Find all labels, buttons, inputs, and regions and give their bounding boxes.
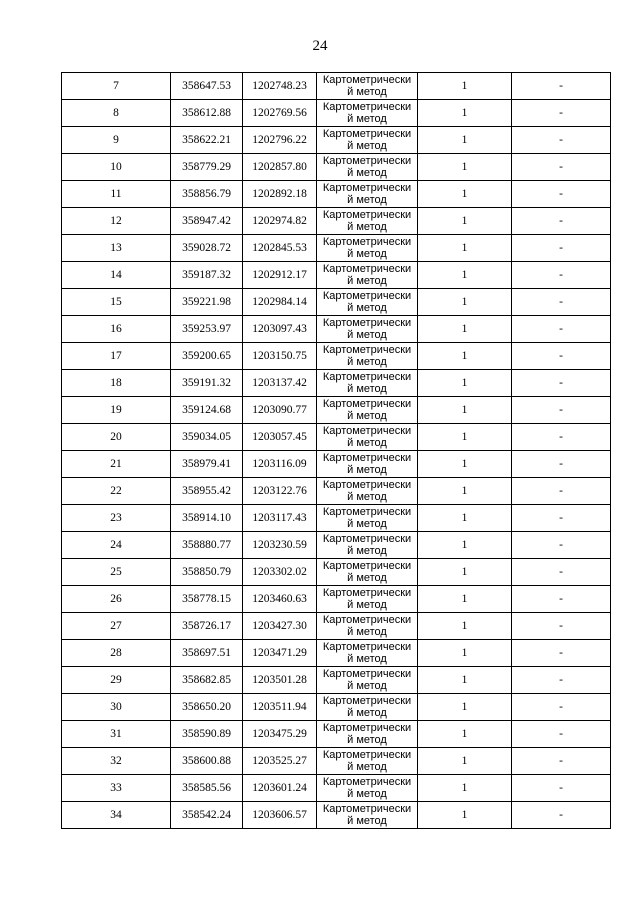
accuracy-cell: 1 <box>418 505 512 532</box>
x-coordinate-cell: 359253.97 <box>171 316 243 343</box>
method-cell <box>317 802 418 829</box>
method-line-2: й метод <box>347 518 387 530</box>
method-cell <box>317 694 418 721</box>
note-cell: - <box>512 154 611 181</box>
point-number-cell: 9 <box>62 127 171 154</box>
method-line-2: й метод <box>347 653 387 665</box>
method-line-1: Картометрически <box>322 614 412 626</box>
x-coordinate-cell: 358856.79 <box>171 181 243 208</box>
x-coordinate-cell: 359221.98 <box>171 289 243 316</box>
note-cell: - <box>512 802 611 829</box>
note-cell: - <box>512 397 611 424</box>
table-row <box>62 640 611 667</box>
x-coordinate-cell: 358726.17 <box>171 613 243 640</box>
method-line-2: й метод <box>347 248 387 260</box>
point-number-cell: 31 <box>62 721 171 748</box>
table-row <box>62 532 611 559</box>
method-line-1: Картометрически <box>322 317 412 329</box>
note-cell: - <box>512 100 611 127</box>
x-coordinate-cell: 358778.15 <box>171 586 243 613</box>
method-line-1: Картометрически <box>322 74 412 86</box>
point-number-cell: 8 <box>62 100 171 127</box>
method-line-1: Картометрически <box>322 506 412 518</box>
method-line-2: й метод <box>347 707 387 719</box>
table-row <box>62 613 611 640</box>
method-cell <box>317 208 418 235</box>
point-number-cell: 25 <box>62 559 171 586</box>
table-row <box>62 343 611 370</box>
method-line-2: й метод <box>347 329 387 341</box>
method-line-1: Картометрически <box>322 290 412 302</box>
x-coordinate-cell: 358612.88 <box>171 100 243 127</box>
method-line-2: й метод <box>347 410 387 422</box>
point-number-cell: 23 <box>62 505 171 532</box>
point-number-cell: 26 <box>62 586 171 613</box>
note-cell: - <box>512 451 611 478</box>
method-line-2: й метод <box>347 275 387 287</box>
method-line-2: й метод <box>347 86 387 98</box>
method-cell <box>317 154 418 181</box>
table-row <box>62 775 611 802</box>
accuracy-cell: 1 <box>418 73 512 100</box>
accuracy-cell: 1 <box>418 289 512 316</box>
point-number-cell: 24 <box>62 532 171 559</box>
method-cell <box>317 289 418 316</box>
note-cell: - <box>512 532 611 559</box>
note-cell: - <box>512 694 611 721</box>
x-coordinate-cell: 358622.21 <box>171 127 243 154</box>
x-coordinate-cell: 358914.10 <box>171 505 243 532</box>
point-number-cell: 30 <box>62 694 171 721</box>
note-cell: - <box>512 640 611 667</box>
method-line-2: й метод <box>347 761 387 773</box>
table-row <box>62 505 611 532</box>
accuracy-cell: 1 <box>418 235 512 262</box>
method-line-2: й метод <box>347 626 387 638</box>
x-coordinate-cell: 358979.41 <box>171 451 243 478</box>
method-line-1: Картометрически <box>322 128 412 140</box>
accuracy-cell: 1 <box>418 748 512 775</box>
method-line-1: Картометрически <box>322 641 412 653</box>
method-cell <box>317 343 418 370</box>
method-cell <box>317 721 418 748</box>
method-cell <box>317 451 418 478</box>
method-line-2: й метод <box>347 680 387 692</box>
method-line-1: Картометрически <box>322 344 412 356</box>
y-coordinate-cell: 1203230.59 <box>243 532 317 559</box>
note-cell: - <box>512 181 611 208</box>
method-line-1: Картометрически <box>322 398 412 410</box>
y-coordinate-cell: 1203057.45 <box>243 424 317 451</box>
table-row <box>62 154 611 181</box>
table-row <box>62 208 611 235</box>
point-number-cell: 29 <box>62 667 171 694</box>
y-coordinate-cell: 1203116.09 <box>243 451 317 478</box>
y-coordinate-cell: 1203427.30 <box>243 613 317 640</box>
table-row <box>62 289 611 316</box>
accuracy-cell: 1 <box>418 802 512 829</box>
note-cell: - <box>512 667 611 694</box>
point-number-cell: 27 <box>62 613 171 640</box>
y-coordinate-cell: 1202845.53 <box>243 235 317 262</box>
table-row <box>62 370 611 397</box>
x-coordinate-cell: 358697.51 <box>171 640 243 667</box>
method-cell <box>317 397 418 424</box>
y-coordinate-cell: 1203511.94 <box>243 694 317 721</box>
table-row <box>62 667 611 694</box>
y-coordinate-cell: 1202984.14 <box>243 289 317 316</box>
point-number-cell: 10 <box>62 154 171 181</box>
note-cell: - <box>512 613 611 640</box>
accuracy-cell: 1 <box>418 343 512 370</box>
x-coordinate-cell: 359191.32 <box>171 370 243 397</box>
method-line-1: Картометрически <box>322 182 412 194</box>
x-coordinate-cell: 358779.29 <box>171 154 243 181</box>
method-line-2: й метод <box>347 545 387 557</box>
point-number-cell: 34 <box>62 802 171 829</box>
table-row <box>62 424 611 451</box>
coordinates-table <box>61 72 611 829</box>
point-number-cell: 17 <box>62 343 171 370</box>
point-number-cell: 19 <box>62 397 171 424</box>
table-row <box>62 397 611 424</box>
method-cell <box>317 667 418 694</box>
point-number-cell: 32 <box>62 748 171 775</box>
y-coordinate-cell: 1203122.76 <box>243 478 317 505</box>
y-coordinate-cell: 1202769.56 <box>243 100 317 127</box>
method-line-1: Картометрически <box>322 236 412 248</box>
table-row <box>62 235 611 262</box>
note-cell: - <box>512 73 611 100</box>
y-coordinate-cell: 1202912.17 <box>243 262 317 289</box>
method-line-2: й метод <box>347 194 387 206</box>
accuracy-cell: 1 <box>418 154 512 181</box>
method-cell <box>317 100 418 127</box>
method-cell <box>317 73 418 100</box>
x-coordinate-cell: 359187.32 <box>171 262 243 289</box>
method-line-1: Картометрически <box>322 695 412 707</box>
x-coordinate-cell: 358647.53 <box>171 73 243 100</box>
y-coordinate-cell: 1203601.24 <box>243 775 317 802</box>
method-line-1: Картометрически <box>322 776 412 788</box>
method-line-2: й метод <box>347 599 387 611</box>
y-coordinate-cell: 1203471.29 <box>243 640 317 667</box>
accuracy-cell: 1 <box>418 127 512 154</box>
accuracy-cell: 1 <box>418 559 512 586</box>
method-cell <box>317 424 418 451</box>
method-line-1: Картометрически <box>322 533 412 545</box>
point-number-cell: 16 <box>62 316 171 343</box>
x-coordinate-cell: 359034.05 <box>171 424 243 451</box>
x-coordinate-cell: 358682.85 <box>171 667 243 694</box>
y-coordinate-cell: 1203137.42 <box>243 370 317 397</box>
method-line-1: Картометрически <box>322 722 412 734</box>
method-cell <box>317 181 418 208</box>
table-row <box>62 586 611 613</box>
method-line-1: Картометрически <box>322 101 412 113</box>
accuracy-cell: 1 <box>418 451 512 478</box>
point-number-cell: 13 <box>62 235 171 262</box>
y-coordinate-cell: 1203460.63 <box>243 586 317 613</box>
y-coordinate-cell: 1202857.80 <box>243 154 317 181</box>
x-coordinate-cell: 358650.20 <box>171 694 243 721</box>
note-cell: - <box>512 775 611 802</box>
method-line-2: й метод <box>347 383 387 395</box>
y-coordinate-cell: 1202974.82 <box>243 208 317 235</box>
method-cell <box>317 775 418 802</box>
accuracy-cell: 1 <box>418 397 512 424</box>
note-cell: - <box>512 262 611 289</box>
method-line-1: Картометрически <box>322 155 412 167</box>
method-line-1: Картометрически <box>322 479 412 491</box>
method-cell <box>317 748 418 775</box>
note-cell: - <box>512 235 611 262</box>
note-cell: - <box>512 127 611 154</box>
accuracy-cell: 1 <box>418 370 512 397</box>
note-cell: - <box>512 586 611 613</box>
y-coordinate-cell: 1203097.43 <box>243 316 317 343</box>
method-line-1: Картометрически <box>322 668 412 680</box>
method-line-1: Картометрически <box>322 587 412 599</box>
method-line-2: й метод <box>347 491 387 503</box>
table-row <box>62 100 611 127</box>
method-line-2: й метод <box>347 788 387 800</box>
point-number-cell: 28 <box>62 640 171 667</box>
note-cell: - <box>512 505 611 532</box>
method-line-2: й метод <box>347 302 387 314</box>
accuracy-cell: 1 <box>418 262 512 289</box>
accuracy-cell: 1 <box>418 613 512 640</box>
x-coordinate-cell: 358590.89 <box>171 721 243 748</box>
accuracy-cell: 1 <box>418 721 512 748</box>
x-coordinate-cell: 358955.42 <box>171 478 243 505</box>
accuracy-cell: 1 <box>418 100 512 127</box>
x-coordinate-cell: 358542.24 <box>171 802 243 829</box>
method-line-1: Картометрически <box>322 560 412 572</box>
method-line-2: й метод <box>347 464 387 476</box>
note-cell: - <box>512 478 611 505</box>
table-row <box>62 478 611 505</box>
method-cell <box>317 532 418 559</box>
table-row <box>62 127 611 154</box>
x-coordinate-cell: 358585.56 <box>171 775 243 802</box>
y-coordinate-cell: 1203090.77 <box>243 397 317 424</box>
x-coordinate-cell: 358600.88 <box>171 748 243 775</box>
method-line-1: Картометрически <box>322 209 412 221</box>
note-cell: - <box>512 748 611 775</box>
method-line-2: й метод <box>347 572 387 584</box>
point-number-cell: 20 <box>62 424 171 451</box>
accuracy-cell: 1 <box>418 586 512 613</box>
method-line-2: й метод <box>347 167 387 179</box>
method-cell <box>317 586 418 613</box>
y-coordinate-cell: 1203501.28 <box>243 667 317 694</box>
method-cell <box>317 505 418 532</box>
accuracy-cell: 1 <box>418 667 512 694</box>
note-cell: - <box>512 343 611 370</box>
note-cell: - <box>512 208 611 235</box>
y-coordinate-cell: 1203525.27 <box>243 748 317 775</box>
accuracy-cell: 1 <box>418 640 512 667</box>
method-cell <box>317 559 418 586</box>
point-number-cell: 33 <box>62 775 171 802</box>
table-row <box>62 262 611 289</box>
method-line-1: Картометрически <box>322 263 412 275</box>
y-coordinate-cell: 1203606.57 <box>243 802 317 829</box>
note-cell: - <box>512 289 611 316</box>
point-number-cell: 21 <box>62 451 171 478</box>
point-number-cell: 15 <box>62 289 171 316</box>
method-line-2: й метод <box>347 734 387 746</box>
point-number-cell: 22 <box>62 478 171 505</box>
method-line-2: й метод <box>347 356 387 368</box>
note-cell: - <box>512 424 611 451</box>
note-cell: - <box>512 721 611 748</box>
method-line-2: й метод <box>347 815 387 827</box>
method-cell <box>317 262 418 289</box>
x-coordinate-cell: 359124.68 <box>171 397 243 424</box>
point-number-cell: 11 <box>62 181 171 208</box>
y-coordinate-cell: 1203150.75 <box>243 343 317 370</box>
method-line-2: й метод <box>347 437 387 449</box>
table-body <box>62 73 611 829</box>
table-row <box>62 748 611 775</box>
method-line-1: Картометрически <box>322 425 412 437</box>
note-cell: - <box>512 316 611 343</box>
point-number-cell: 12 <box>62 208 171 235</box>
method-cell <box>317 478 418 505</box>
page-number: 24 <box>312 38 328 54</box>
note-cell: - <box>512 370 611 397</box>
table-row <box>62 451 611 478</box>
table-row <box>62 316 611 343</box>
method-cell <box>317 613 418 640</box>
point-number-cell: 7 <box>62 73 171 100</box>
table-row <box>62 802 611 829</box>
accuracy-cell: 1 <box>418 424 512 451</box>
table-row <box>62 181 611 208</box>
accuracy-cell: 1 <box>418 532 512 559</box>
point-number-cell: 18 <box>62 370 171 397</box>
x-coordinate-cell: 359200.65 <box>171 343 243 370</box>
note-cell: - <box>512 559 611 586</box>
method-cell <box>317 235 418 262</box>
method-line-1: Картометрически <box>322 371 412 383</box>
y-coordinate-cell: 1203302.02 <box>243 559 317 586</box>
table-row <box>62 721 611 748</box>
accuracy-cell: 1 <box>418 181 512 208</box>
x-coordinate-cell: 358850.79 <box>171 559 243 586</box>
x-coordinate-cell: 358880.77 <box>171 532 243 559</box>
method-cell <box>317 316 418 343</box>
point-number-cell: 14 <box>62 262 171 289</box>
method-line-2: й метод <box>347 140 387 152</box>
table-row <box>62 694 611 721</box>
method-cell <box>317 370 418 397</box>
accuracy-cell: 1 <box>418 208 512 235</box>
method-cell <box>317 127 418 154</box>
table-row <box>62 559 611 586</box>
y-coordinate-cell: 1203475.29 <box>243 721 317 748</box>
method-line-2: й метод <box>347 113 387 125</box>
accuracy-cell: 1 <box>418 478 512 505</box>
accuracy-cell: 1 <box>418 775 512 802</box>
method-line-2: й метод <box>347 221 387 233</box>
method-cell <box>317 640 418 667</box>
accuracy-cell: 1 <box>418 316 512 343</box>
method-line-1: Картометрически <box>322 452 412 464</box>
method-line-1: Картометрически <box>322 749 412 761</box>
x-coordinate-cell: 359028.72 <box>171 235 243 262</box>
table-row <box>62 73 611 100</box>
y-coordinate-cell: 1203117.43 <box>243 505 317 532</box>
y-coordinate-cell: 1202892.18 <box>243 181 317 208</box>
method-line-1: Картометрически <box>322 803 412 815</box>
y-coordinate-cell: 1202748.23 <box>243 73 317 100</box>
x-coordinate-cell: 358947.42 <box>171 208 243 235</box>
y-coordinate-cell: 1202796.22 <box>243 127 317 154</box>
accuracy-cell: 1 <box>418 694 512 721</box>
